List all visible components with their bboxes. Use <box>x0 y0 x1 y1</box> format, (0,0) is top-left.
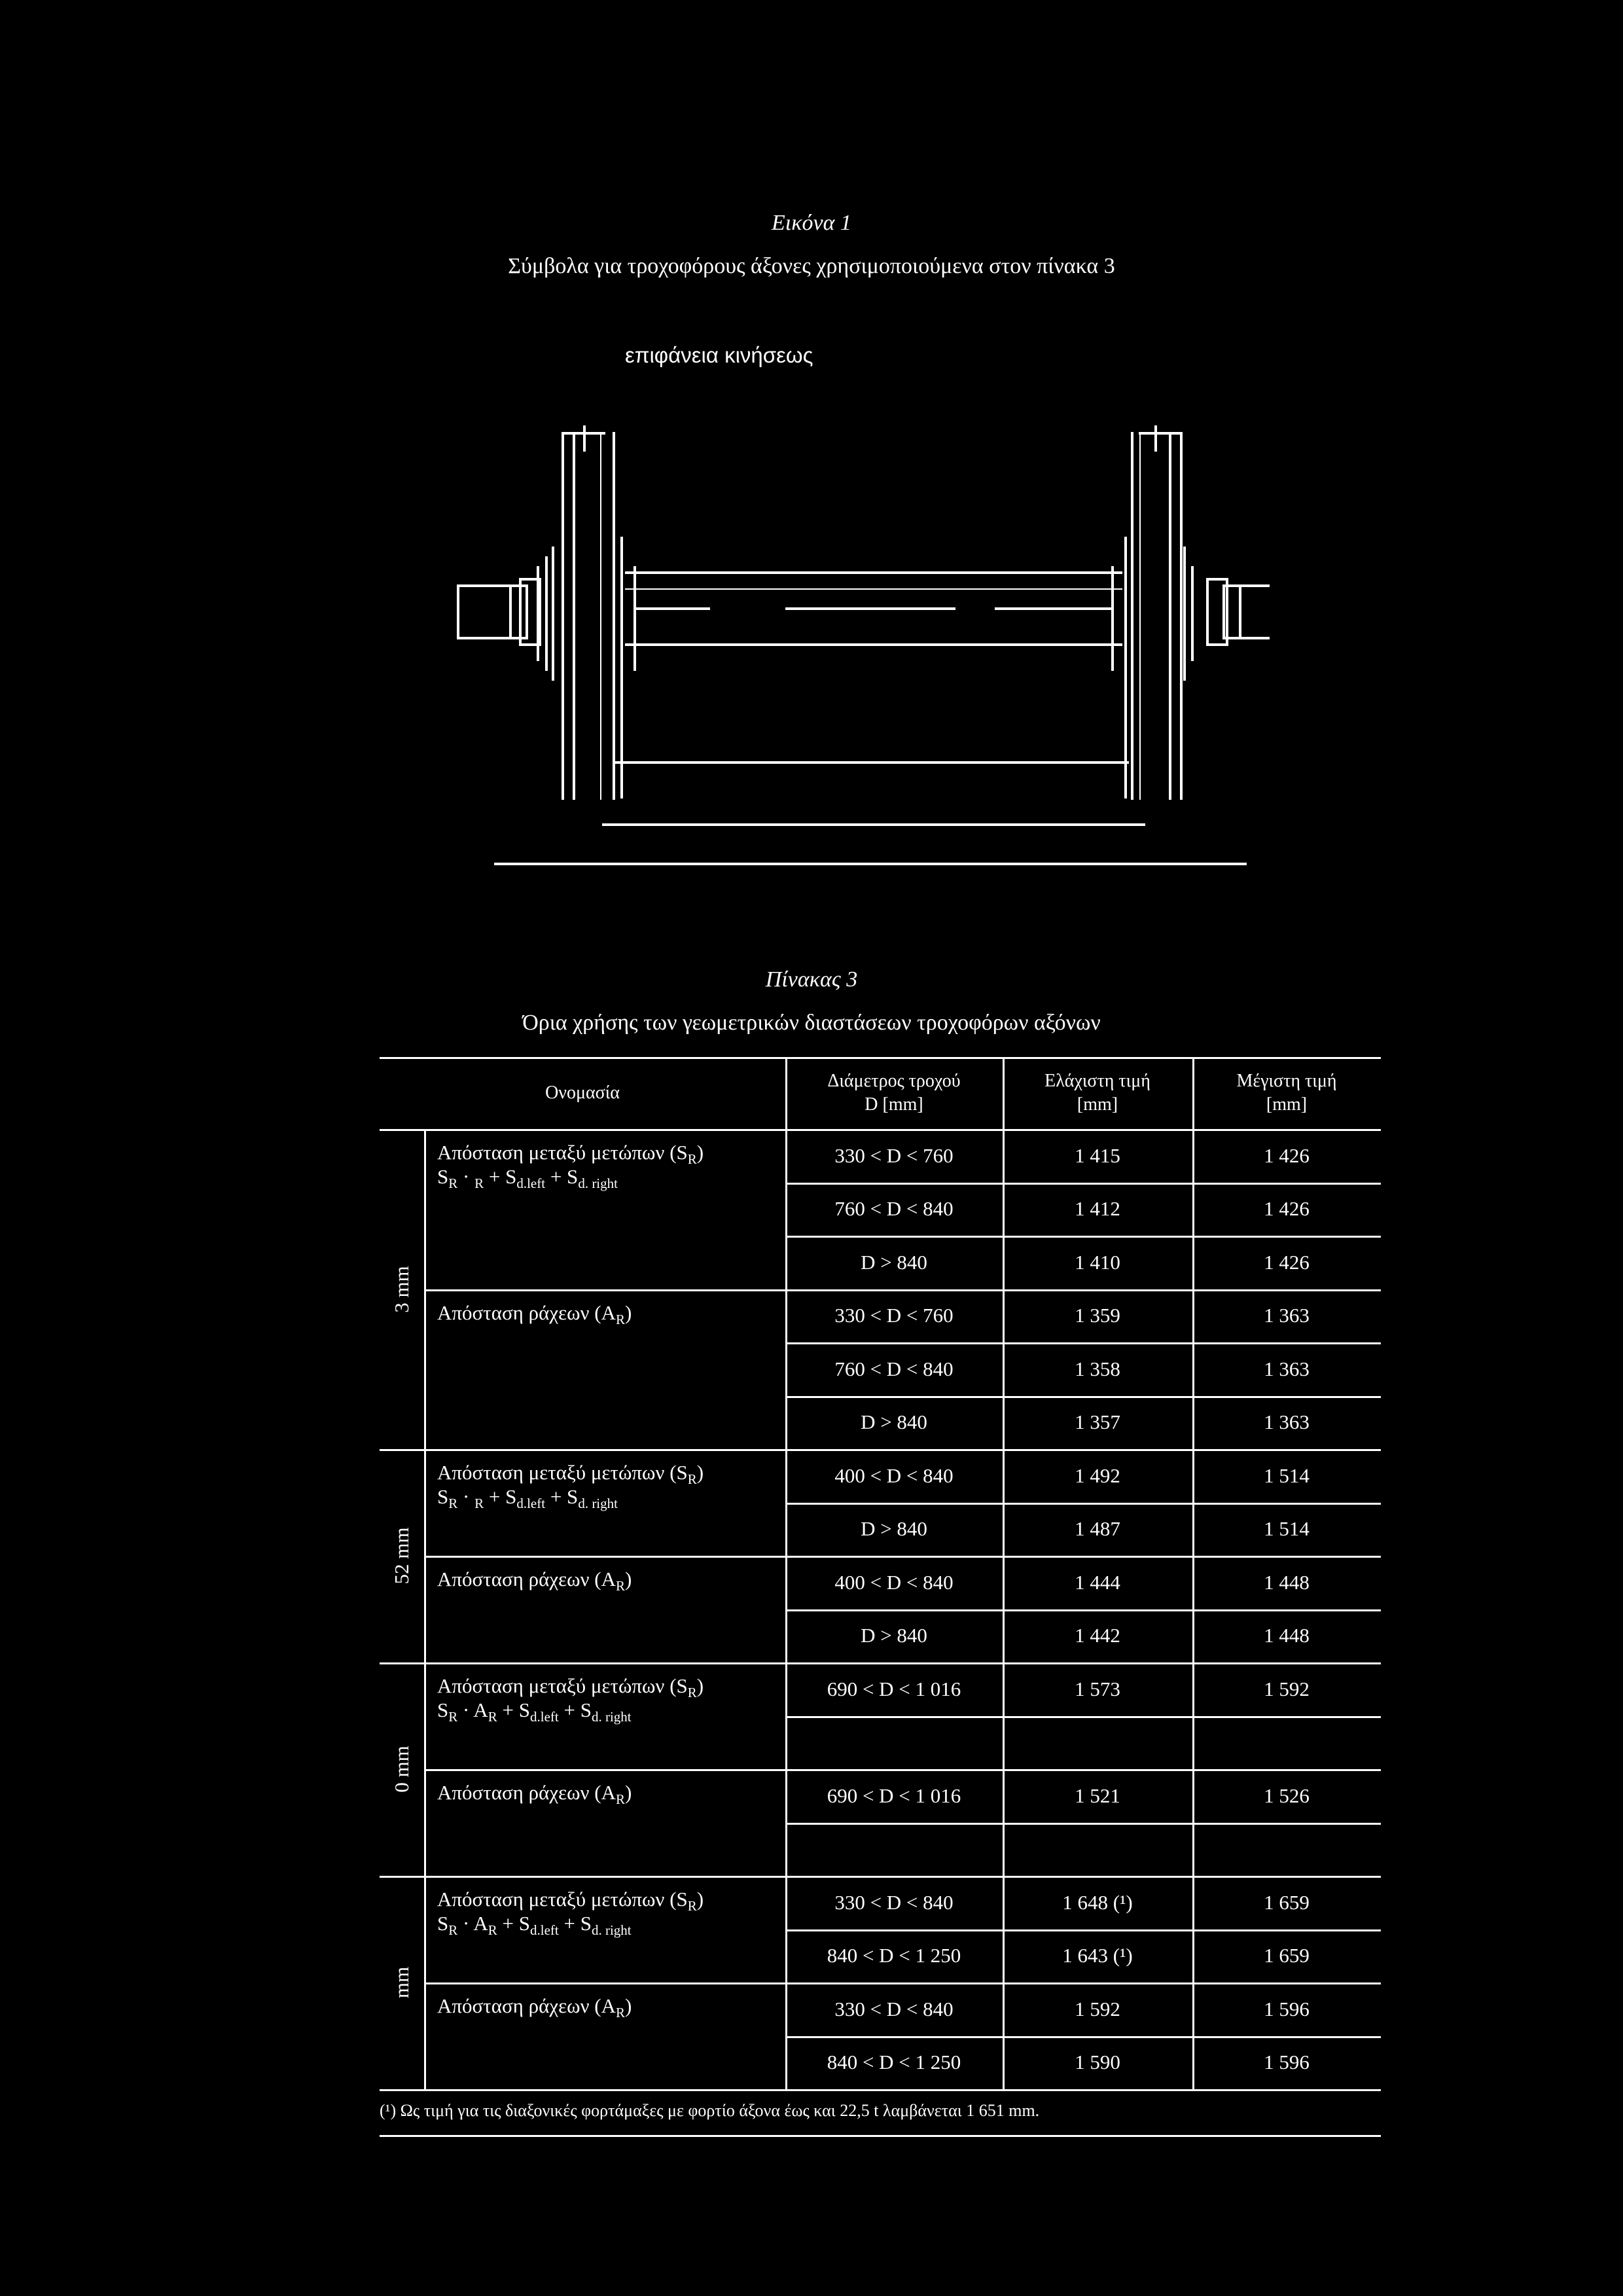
min-value-cell: 1 412 <box>1075 1197 1120 1221</box>
table-caption: Πίνακας 3 <box>765 967 858 992</box>
max-value-cell: 1 426 <box>1264 1197 1310 1221</box>
min-value-cell: 1 592 <box>1075 1997 1120 2020</box>
min-column-rule <box>1003 1057 1005 2089</box>
min-value-cell: 1 358 <box>1075 1357 1120 1380</box>
max-value-cell <box>1192 1823 1381 1876</box>
section-formula: $S_R \cdot _R + S_{d.left} + S_{d. right}$ <box>437 1165 618 1192</box>
axle <box>615 573 1129 762</box>
section-formula: $S_R \cdot _R + S_{d.left} + S_{d. right}$ <box>437 1485 618 1512</box>
min-value-cell: 1 590 <box>1075 2051 1120 2074</box>
table-footnote: (¹) Ως τιμή για τις διαξονικές φορτάμαξες με φορτίο άξονα έως και 22,5 t λαμβάνεται 1 651 mm. <box>380 2101 1040 2120</box>
min-value-cell: 1 573 <box>1075 1677 1120 1700</box>
section-name: Απόσταση ράχεων $(A_R)$ <box>437 1994 632 2021</box>
header-min-line2: [mm] <box>1077 1094 1118 1115</box>
max-value-cell: 1 659 <box>1264 1890 1310 1914</box>
min-value-cell <box>1003 1716 1192 1770</box>
min-value-cell: 1 410 <box>1075 1250 1120 1274</box>
diameter-cell: 400 < D < 840 <box>834 1463 954 1487</box>
max-value-cell: 1 363 <box>1264 1410 1310 1434</box>
table-bottom-rule <box>380 2135 1381 2137</box>
max-value-cell: 1 659 <box>1264 1944 1310 1967</box>
header-diameter-line2: D [mm] <box>865 1094 923 1115</box>
diameter-cell: 690 < D < 1 016 <box>827 1677 961 1700</box>
min-value-cell: 1 442 <box>1075 1624 1120 1647</box>
min-value-cell: 1 643 (¹) <box>1062 1944 1133 1967</box>
left-journal <box>458 579 540 645</box>
max-value-cell: 1 363 <box>1264 1357 1310 1380</box>
section-formula: $S_R \cdot A_R + S_{d.left} + S_{d. right}$ <box>437 1912 632 1939</box>
section-name: Απόσταση ράχεων $(A_R)$ <box>437 1568 632 1594</box>
diameter-cell: 330 < D < 760 <box>834 1304 954 1327</box>
max-value-cell: 1 526 <box>1264 1784 1310 1807</box>
diameter-cell: 760 < D < 840 <box>834 1197 954 1221</box>
header-max-line1: Μέγιστη τιμή <box>1236 1071 1337 1091</box>
min-value-cell: 1 487 <box>1075 1517 1120 1541</box>
header-min <box>1003 1057 1192 1129</box>
table-title: Όρια χρήσης των γεωμετρικών διαστάσεων τροχοφόρων αξόνων <box>522 1011 1101 1035</box>
header-diameter-line1: Διάμετρος τροχού <box>827 1071 961 1091</box>
figure-title: Σύμβολα για τροχοφόρους άξονες χρησιμοποιούμενα στον πίνακα 3 <box>508 254 1115 278</box>
section-formula: $S_R \cdot A_R + S_{d.left} + S_{d. right}$ <box>437 1698 632 1725</box>
diameter-cell: D > 840 <box>861 1410 927 1434</box>
gauge-label: 3 mm <box>390 1265 413 1313</box>
max-value-cell: 1 592 <box>1264 1677 1310 1700</box>
gauge-column-rule <box>424 1129 426 2089</box>
gauge-label: mm <box>390 1966 413 1999</box>
diameter-cell: D > 840 <box>861 1250 927 1274</box>
running-surface-label: επιφάνεια κινήσεως <box>625 343 813 367</box>
section-name: Απόσταση μεταξύ μετώπων $(S_R)$ <box>437 1461 704 1488</box>
diameter-cell: 760 < D < 840 <box>834 1357 954 1380</box>
max-value-cell: 1 448 <box>1264 1624 1310 1647</box>
header-diameter <box>785 1057 1003 1129</box>
min-value-cell: 1 359 <box>1075 1304 1120 1327</box>
left-wheel <box>538 425 635 800</box>
section-name: Απόσταση μεταξύ μετώπων $(S_R)$ <box>437 1888 704 1914</box>
min-value-cell: 1 521 <box>1075 1784 1120 1807</box>
header-min-line1: Ελάχιστη τιμή <box>1044 1071 1150 1091</box>
max-value-cell: 1 514 <box>1264 1517 1310 1541</box>
gauge-label: 52 mm <box>390 1527 413 1585</box>
max-value-cell: 1 514 <box>1264 1463 1310 1487</box>
max-value-cell: 1 448 <box>1264 1570 1310 1594</box>
max-value-cell: 1 363 <box>1264 1304 1310 1327</box>
max-value-cell: 1 596 <box>1264 2051 1310 2074</box>
header-max-line2: [mm] <box>1266 1094 1308 1115</box>
min-value-cell <box>1003 1823 1192 1876</box>
diameter-cell: 330 < D < 760 <box>834 1143 954 1167</box>
min-value-cell: 1 648 (¹) <box>1062 1890 1133 1914</box>
diameter-cell <box>785 1823 1003 1876</box>
right-wheel <box>1113 425 1192 800</box>
header-name <box>380 1057 785 1129</box>
header-max <box>1192 1057 1381 1129</box>
min-value-cell: 1 357 <box>1075 1410 1120 1434</box>
diameter-cell: 400 < D < 840 <box>834 1570 954 1594</box>
diameter-cell: 330 < D < 840 <box>834 1997 954 2020</box>
diameter-cell: 840 < D < 1 250 <box>827 2051 961 2074</box>
min-value-cell: 1 492 <box>1075 1463 1120 1487</box>
header-name-line1: Ονομασία <box>545 1083 620 1103</box>
diameter-column-rule <box>785 1057 787 2089</box>
row-rule <box>380 2089 1381 2091</box>
min-value-cell: 1 444 <box>1075 1570 1120 1594</box>
wheelset-drawing <box>445 399 1270 877</box>
max-value-cell: 1 426 <box>1264 1143 1310 1167</box>
section-name: Απόσταση μεταξύ μετώπων $(S_R)$ <box>437 1674 704 1701</box>
max-value-cell: 1 426 <box>1264 1250 1310 1274</box>
max-column-rule <box>1192 1057 1194 2089</box>
section-name: Απόσταση ράχεων $(A_R)$ <box>437 1300 632 1327</box>
diameter-cell: 840 < D < 1 250 <box>827 1944 961 1967</box>
section-name: Απόσταση μεταξύ μετώπων $(S_R)$ <box>437 1141 704 1168</box>
max-value-cell: 1 596 <box>1264 1997 1310 2020</box>
diameter-cell: 330 < D < 840 <box>834 1890 954 1914</box>
max-value-cell <box>1192 1716 1381 1770</box>
section-name: Απόσταση ράχεων $(A_R)$ <box>437 1781 632 1808</box>
figure-caption: Εικόνα 1 <box>772 211 851 235</box>
diameter-cell: D > 840 <box>861 1624 927 1647</box>
min-value-cell: 1 415 <box>1075 1143 1120 1167</box>
diameter-cell <box>785 1716 1003 1770</box>
diameter-cell: 690 < D < 1 016 <box>827 1784 961 1807</box>
gauge-label: 0 mm <box>390 1746 413 1793</box>
right-journal <box>1207 579 1270 645</box>
diameter-cell: D > 840 <box>861 1517 927 1541</box>
